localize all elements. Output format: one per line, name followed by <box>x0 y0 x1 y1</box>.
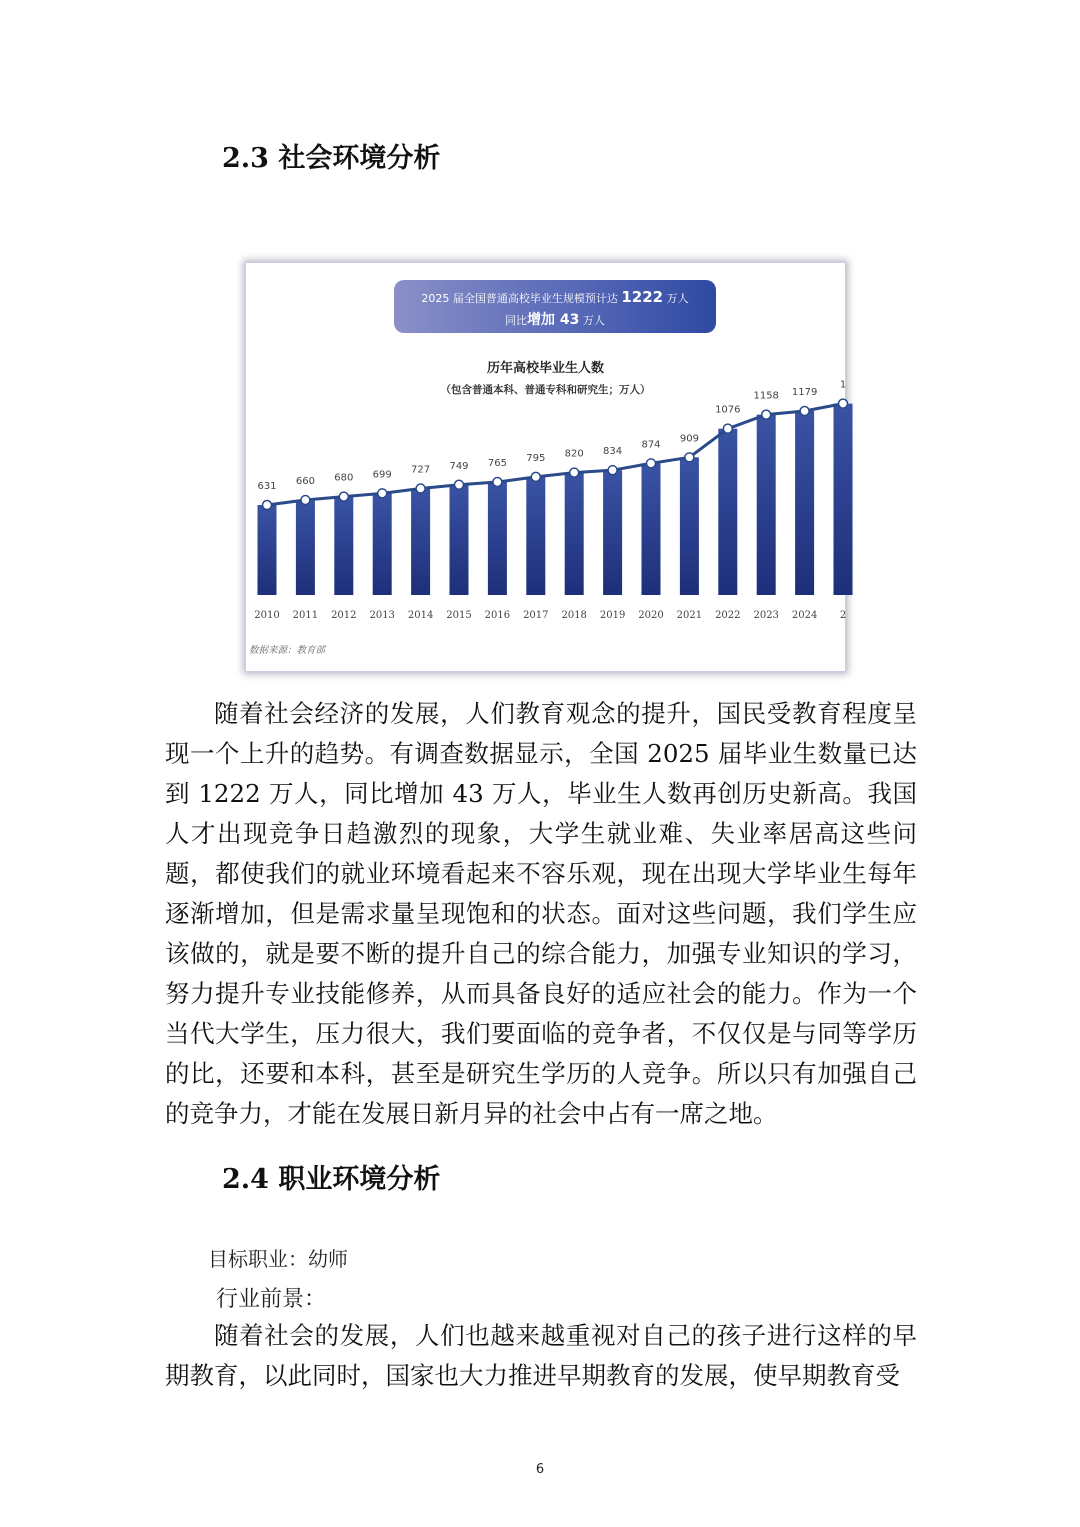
data-label-2014: 727 <box>411 464 431 476</box>
bar-2016 <box>488 482 507 595</box>
point-2016 <box>493 478 502 487</box>
data-label-2015: 749 <box>449 460 469 472</box>
data-label-2023: 1158 <box>753 390 779 402</box>
data-label-2010: 631 <box>257 481 277 492</box>
point-2 <box>839 399 848 408</box>
bar-2021 <box>680 457 699 595</box>
x-tick-2022: 2022 <box>715 610 741 621</box>
chart-title: 历年高校毕业生人数 <box>486 361 604 376</box>
point-2015 <box>455 480 464 489</box>
x-tick-2014: 2014 <box>407 610 434 621</box>
point-2017 <box>531 472 540 481</box>
data-label-2021: 909 <box>679 433 699 445</box>
target-job: 目标职业：幼师 <box>208 1247 348 1271</box>
bar-2010 <box>258 505 277 595</box>
point-2018 <box>570 468 579 477</box>
x-tick-2012: 2012 <box>331 610 357 621</box>
paragraph-social-environment: 随着社会经济的发展，人们教育观念的提升，国民受教育程度呈现一个上升的趋势。有调查数据显示，全国 2025 届毕业生数量已达到 1222 万人，同比增加 43 万人，毕业生人数再创历史新高。我国人才出现竞争日趋激烈的现象，大学生就业难、失业率居高这些问题，都使我们的就业环境看起来不容乐观，现在出现大学毕业生每年逐渐增加，但是需求量呈现饱和的状态。面对这些问题，我们学生应该做的，就是要不断的提升自己的综合能力，加强专业知识的学习，努力提升专业技能修养，从而具备良好的适应社会的能力。作为一个当代大学生，压力很大，我们要面临的竞争者，不仅仅是与同等学历的比，还要和本科，甚至是研究生学历的人竞争。所以只有加强自己的竞争力，才能在发展日新月异的社会中占有一席之地。 <box>165 699 917 1128</box>
chart-source: 数据来源：教育部 <box>249 645 326 656</box>
x-tick-2016: 2016 <box>484 610 511 621</box>
x-tick-2024: 2024 <box>791 610 818 621</box>
point-2013 <box>378 489 387 498</box>
bar-2011 <box>296 500 315 595</box>
point-2022 <box>723 424 732 433</box>
page-number: 6 <box>535 1462 545 1477</box>
data-label-2016: 765 <box>487 458 507 470</box>
bar-2014 <box>411 489 430 595</box>
bar-2015 <box>450 485 469 595</box>
x-tick-2010: 2010 <box>254 610 280 621</box>
data-label-2011: 660 <box>295 476 315 488</box>
point-2021 <box>685 453 694 462</box>
bar-chart <box>246 263 845 671</box>
x-tick-2011: 2011 <box>292 610 319 621</box>
x-tick-2015: 2015 <box>446 610 472 621</box>
data-label-2012: 680 <box>334 472 354 484</box>
point-2023 <box>762 410 771 419</box>
x-tick-2017: 2017 <box>523 610 549 621</box>
data-label-2022: 1076 <box>715 404 741 416</box>
data-label-2020: 874 <box>641 439 661 451</box>
section-heading-2-3: 2.3 社会环境分析 <box>222 143 441 174</box>
section-heading-2-4: 2.4 职业环境分析 <box>222 1164 441 1195</box>
point-2020 <box>647 459 656 468</box>
x-tick-2021: 2021 <box>676 610 703 621</box>
banner-line1-prefix: 2025 届全国普通高校毕业生规模预计达 <box>421 292 618 305</box>
chart-subtitle: （包含普通本科、普通专科和研究生；万人） <box>440 384 651 396</box>
banner-line1-suffix: 万人 <box>666 292 689 305</box>
bar-2017 <box>526 477 545 595</box>
data-label-2018: 820 <box>564 448 584 460</box>
banner-line2-suffix: 万人 <box>582 314 605 327</box>
point-2024 <box>800 407 809 416</box>
data-label-2013: 699 <box>372 469 392 481</box>
bar-2012 <box>334 497 353 595</box>
bar-2020 <box>642 463 661 595</box>
x-tick-2019: 2019 <box>599 610 626 621</box>
point-2019 <box>608 466 617 475</box>
data-label-2: 1 <box>839 379 847 391</box>
banner-line2-bold: 增加 43 <box>527 312 580 328</box>
bar-2024 <box>795 411 814 595</box>
x-tick-2013: 2013 <box>369 610 395 621</box>
bar-2019 <box>603 470 622 595</box>
point-2011 <box>301 496 310 505</box>
point-2014 <box>416 484 425 493</box>
bar-2023 <box>757 415 776 595</box>
industry-prospect-label: 行业前景： <box>216 1287 327 1312</box>
x-tick-2: 2 <box>839 610 847 621</box>
bar-2022 <box>718 429 737 595</box>
point-2010 <box>263 501 272 510</box>
banner-line1-value: 1222 <box>621 288 664 306</box>
bar-2013 <box>373 493 392 595</box>
bar-2018 <box>565 473 584 595</box>
data-label-2017: 795 <box>526 452 546 464</box>
trend-line <box>267 404 843 505</box>
data-label-2024: 1179 <box>791 387 818 398</box>
point-2012 <box>339 492 348 501</box>
x-tick-2023: 2023 <box>753 610 779 621</box>
banner-line2-prefix: 同比 <box>505 314 528 327</box>
paragraph-industry-prospect: 随着社会的发展，人们也越来越重视对自己的孩子进行这样的早期教育，以此同时，国家也大力推进早期教育的发展，使早期教育受 <box>165 1321 917 1390</box>
graduates-chart-figure <box>245 262 846 672</box>
data-label-2019: 834 <box>603 446 623 458</box>
x-tick-2020: 2020 <box>638 610 664 621</box>
bar-2 <box>834 404 853 595</box>
x-tick-2018: 2018 <box>561 610 587 621</box>
